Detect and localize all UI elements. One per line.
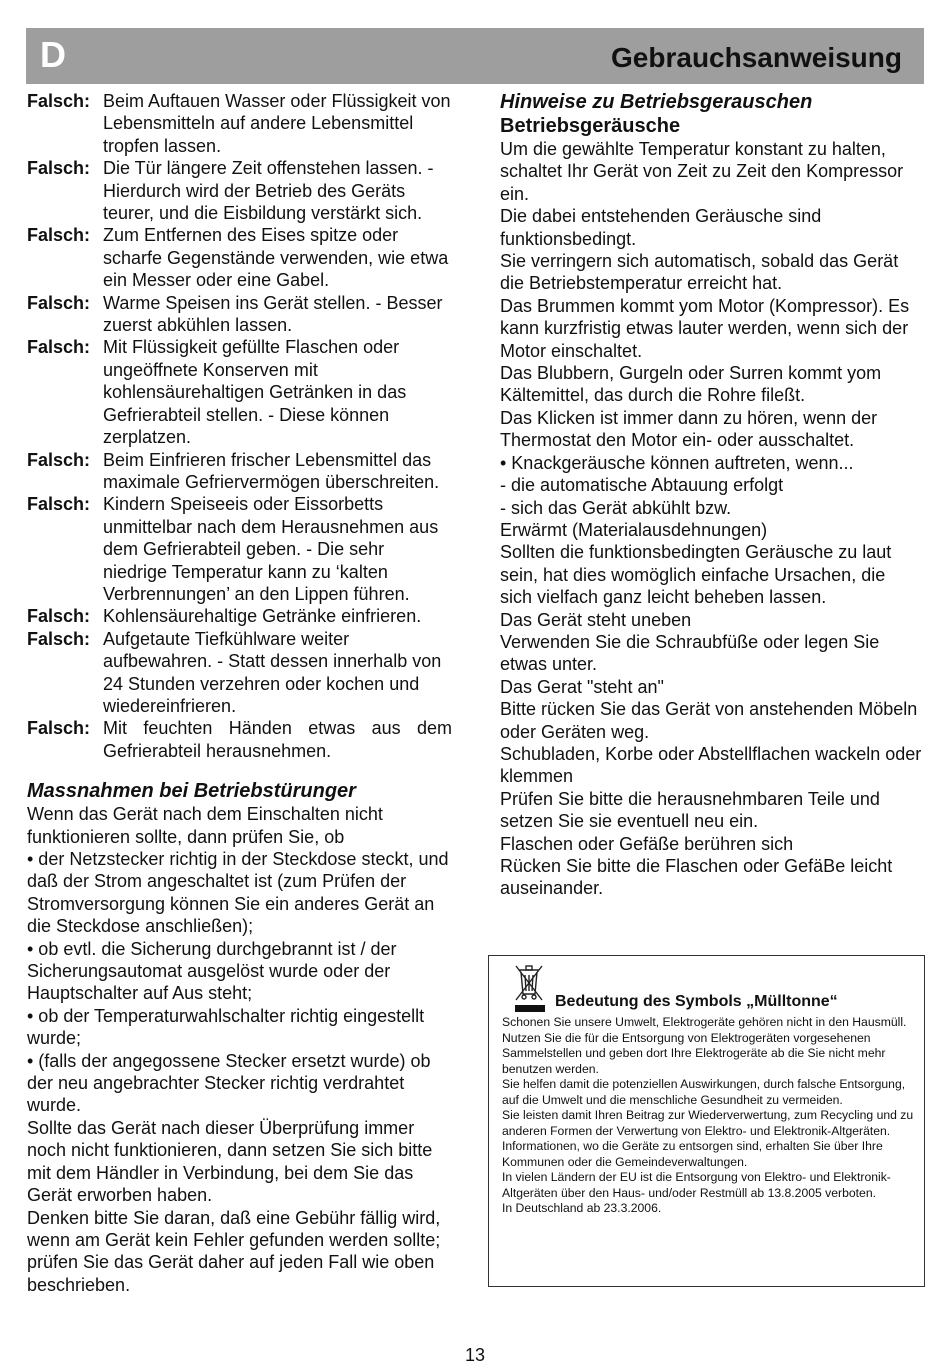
falsch-text: Aufgetaute Tiefkühlware weiter aufbewahren. - Statt dessen innerhalb von 24 Stunden verzehren oder kochen und wiedereinfrieren. <box>103 628 442 716</box>
paragraph: Das Blubbern, Gurgeln oder Surren kommt yom Kältemittel, das durch die Rohre fileßt. <box>500 363 882 406</box>
falsch-label: Falsch: <box>27 337 91 358</box>
crossed-bin-icon <box>513 962 547 1014</box>
paragraph: • (falls der angegossene Stecker ersetzt wurde) ob der neu angebrachter Stecker richtig verdrahtet wurde. <box>27 1050 431 1116</box>
paragraph: Das Brummen kommt yom Motor (Kompressor). Es kann kurzfristig etwas lauter werden, wenn sich der Motor einschaltet. <box>500 295 910 361</box>
paragraph: Verwenden Sie die Schraubfüße oder legen Sie etwas unter. <box>500 631 880 675</box>
symbol-paragraph: In Deutschland ab 23.3.2006. <box>502 1201 662 1215</box>
right-column <box>500 90 922 900</box>
falsch-label: Falsch: <box>27 606 91 627</box>
paragraph: • ob der Temperaturwahlschalter richtig eingestellt wurde; <box>27 1005 425 1049</box>
falsch-text: Warme Speisen ins Gerät stellen. - Besser zuerst abkühlen lassen. <box>103 292 443 336</box>
page-header <box>26 28 924 84</box>
paragraph: Um die gewählte Temperatur konstant zu halten, schaltet Ihr Gerät von Zeit zu Zeit den Kompressor ein. <box>500 139 904 204</box>
falsch-item <box>27 717 452 762</box>
paragraph: • ob evtl. die Sicherung durchgebrannt ist / der Sicherungsautomat ausgelöst wurde oder der Hauptschalter auf Aus steht; <box>27 938 397 1004</box>
symbol-paragraph: Sie helfen damit die potenziellen Auswirkungen, durch falsche Entsorgung, auf die Umwelt und die menschliche Gesundheit zu vermeiden. <box>502 1077 906 1107</box>
paragraph: - sich das Gerät abkühlt bzw. <box>500 497 732 518</box>
paragraph: Wenn das Gerät nach dem Einschalten nicht funktionieren sollte, dann prüfen Sie, ob <box>27 804 383 847</box>
falsch-item <box>27 336 452 448</box>
paragraph: Das Gerat "steht an" <box>500 676 664 697</box>
symbol-paragraph: Sie leisten damit Ihren Beitrag zur Wiederverwertung, zum Recycling und zu anderen Formen der Verwertung von Elektro- und Elektronik-Altgeräten. <box>502 1108 914 1138</box>
paragraph: Rücken Sie bitte die Flaschen oder GefäBe leicht auseinander. <box>500 856 893 899</box>
paragraph: • Knackgeräusche können auftreten, wenn... <box>500 452 854 473</box>
waste-symbol-box <box>488 955 925 1287</box>
paragraph: Erwärmt (Materialausdehnungen) <box>500 519 768 540</box>
symbol-paragraph: Informationen, wo die Geräte zu entsorgen sind, erhalten Sie über Ihre Kommunen oder die Gemeindeverwaltungen. <box>502 1139 883 1169</box>
paragraph: Sollte das Gerät nach dieser Überprüfung immer noch nicht funktionieren, dann setzen Sie sich bitte mit dem Händler in Verbindung, bei dem Sie das Gerät erworben haben. <box>27 1117 433 1206</box>
page-title: Gebrauchsanweisung <box>611 42 902 73</box>
page-number: 13 <box>464 1345 486 1365</box>
falsch-label: Falsch: <box>27 628 91 649</box>
falsch-text: Mit Flüssigkeit gefüllte Flaschen oder ungeöffnete Konserven mit kohlensäurehaltigen Getränken in das Gefrierabteil stellen. - Diese können zerplatzen. <box>103 337 407 448</box>
paragraph: Sollten die funktionsbedingten Geräusche zu laut sein, hat dies womöglich einfache Ursachen, die sich vielfach ganz leicht beheben lassen. <box>500 542 892 608</box>
paragraph: Das Klicken ist immer dann zu hören, wenn der Thermostat den Motor ein- oder ausschaltet. <box>500 407 878 451</box>
falsch-item <box>27 292 452 337</box>
paragraph: Denken bitte Sie daran, daß eine Gebühr fällig wird, wenn am Gerät kein Fehler gefunden werden sollte; prüfen Sie das Gerät daher auf jeden Fall wie oben beschrieben. <box>27 1207 441 1295</box>
falsch-text: Mit feuchten Händen etwas aus dem Gefrierabteil herausnehmen. <box>103 718 452 761</box>
falsch-text: Beim Einfrieren frischer Lebensmittel das maximale Gefriervermögen überschreiten. <box>103 449 440 492</box>
falsch-label: Falsch: <box>27 494 91 515</box>
falsch-label: Falsch: <box>27 91 91 111</box>
paragraph: Das Gerät steht uneben <box>500 609 692 630</box>
language-code: D <box>40 34 66 75</box>
symbol-paragraph: In vielen Ländern der EU ist die Entsorgung von Elektro- und Elektronik-Altgeräten über den Haus- und/oder Restmüll ab 13.8.2005 verboten. <box>502 1170 891 1200</box>
falsch-item <box>27 224 452 291</box>
paragraph: Schubladen, Korbe oder Abstellflachen wackeln oder klemmen <box>500 743 922 787</box>
falsch-label: Falsch: <box>27 225 91 246</box>
falsch-label: Falsch: <box>27 158 91 179</box>
falsch-label: Falsch: <box>27 449 91 470</box>
noise-subheading: Betriebsgeräusche <box>500 115 681 137</box>
falsch-label: Falsch: <box>27 292 91 313</box>
paragraph: Sie verringern sich automatisch, sobald das Gerät die Betriebstemperatur erreicht hat. <box>500 251 899 294</box>
symbol-box-title: Bedeutung des Symbols „Mülltonne“ <box>555 993 838 1010</box>
paragraph: Prüfen Sie bitte die herausnehmbaren Teile und setzen Sie sie eventuell neu ein. <box>500 788 880 832</box>
falsch-text: Kindern Speiseeis oder Eissorbetts unmittelbar nach dem Herausnehmen aus dem Gefrierabteil geben. - Die sehr niedrige Temperatur kann zu ‘kalten Verbrennungen’ an den Lippen führen. <box>103 494 439 604</box>
paragraph: • der Netzstecker richtig in der Steckdose steckt, und daß der Strom angeschaltet ist (zum Prüfen der Stromversorgung können Sie ein anderes Gerät an die Steckdose anschließen); <box>27 849 449 937</box>
falsch-text: Die Tür längere Zeit offenstehen lassen. - Hierdurch wird der Betrieb des Geräts teurer, und die Eisbildung verstärkt sich. <box>103 158 434 224</box>
falsch-text: Beim Auftauen Wasser oder Flüssigkeit von Lebensmitteln auf andere Lebensmittel tropfen lassen. <box>103 91 451 156</box>
falsch-label: Falsch: <box>27 718 91 739</box>
falsch-item <box>27 157 452 224</box>
symbol-paragraph: Schonen Sie unsere Umwelt, Elektrogeräte gehören nicht in den Hausmüll. <box>502 1015 907 1029</box>
symbol-box-body <box>502 1015 914 1217</box>
paragraph: Bitte rücken Sie das Gerät von anstehenden Möbeln oder Geräten weg. <box>500 699 918 742</box>
noise-heading: Hinweise zu Betriebsgerauschen <box>500 91 813 113</box>
paragraph: Flaschen oder Gefäße berühren sich <box>500 833 794 854</box>
falsch-item <box>27 493 452 605</box>
troubleshooting-heading: Massnahmen bei Betriebstürunger <box>27 780 356 803</box>
left-column <box>27 90 452 1296</box>
falsch-text: Zum Entfernen des Eises spitze oder scharfe Gegenstände verwenden, wie etwa ein Messer oder eine Gabel. <box>103 225 449 291</box>
falsch-item <box>27 605 452 627</box>
paragraph: Die dabei entstehenden Geräusche sind funktionsbedingt. <box>500 206 822 249</box>
falsch-item <box>27 449 452 494</box>
symbol-paragraph: Nutzen Sie die für die Entsorgung von Elektrogeräten vorgesehenen Sammelstellen und geben dort Ihre Elektrogeräte ab die Sie nicht mehr benutzen werden. <box>502 1030 886 1076</box>
falsch-item <box>27 90 452 157</box>
falsch-text: Kohlensäurehaltige Getränke einfrieren. <box>103 606 422 627</box>
paragraph: - die automatische Abtauung erfolgt <box>500 475 784 496</box>
falsch-item <box>27 628 452 718</box>
